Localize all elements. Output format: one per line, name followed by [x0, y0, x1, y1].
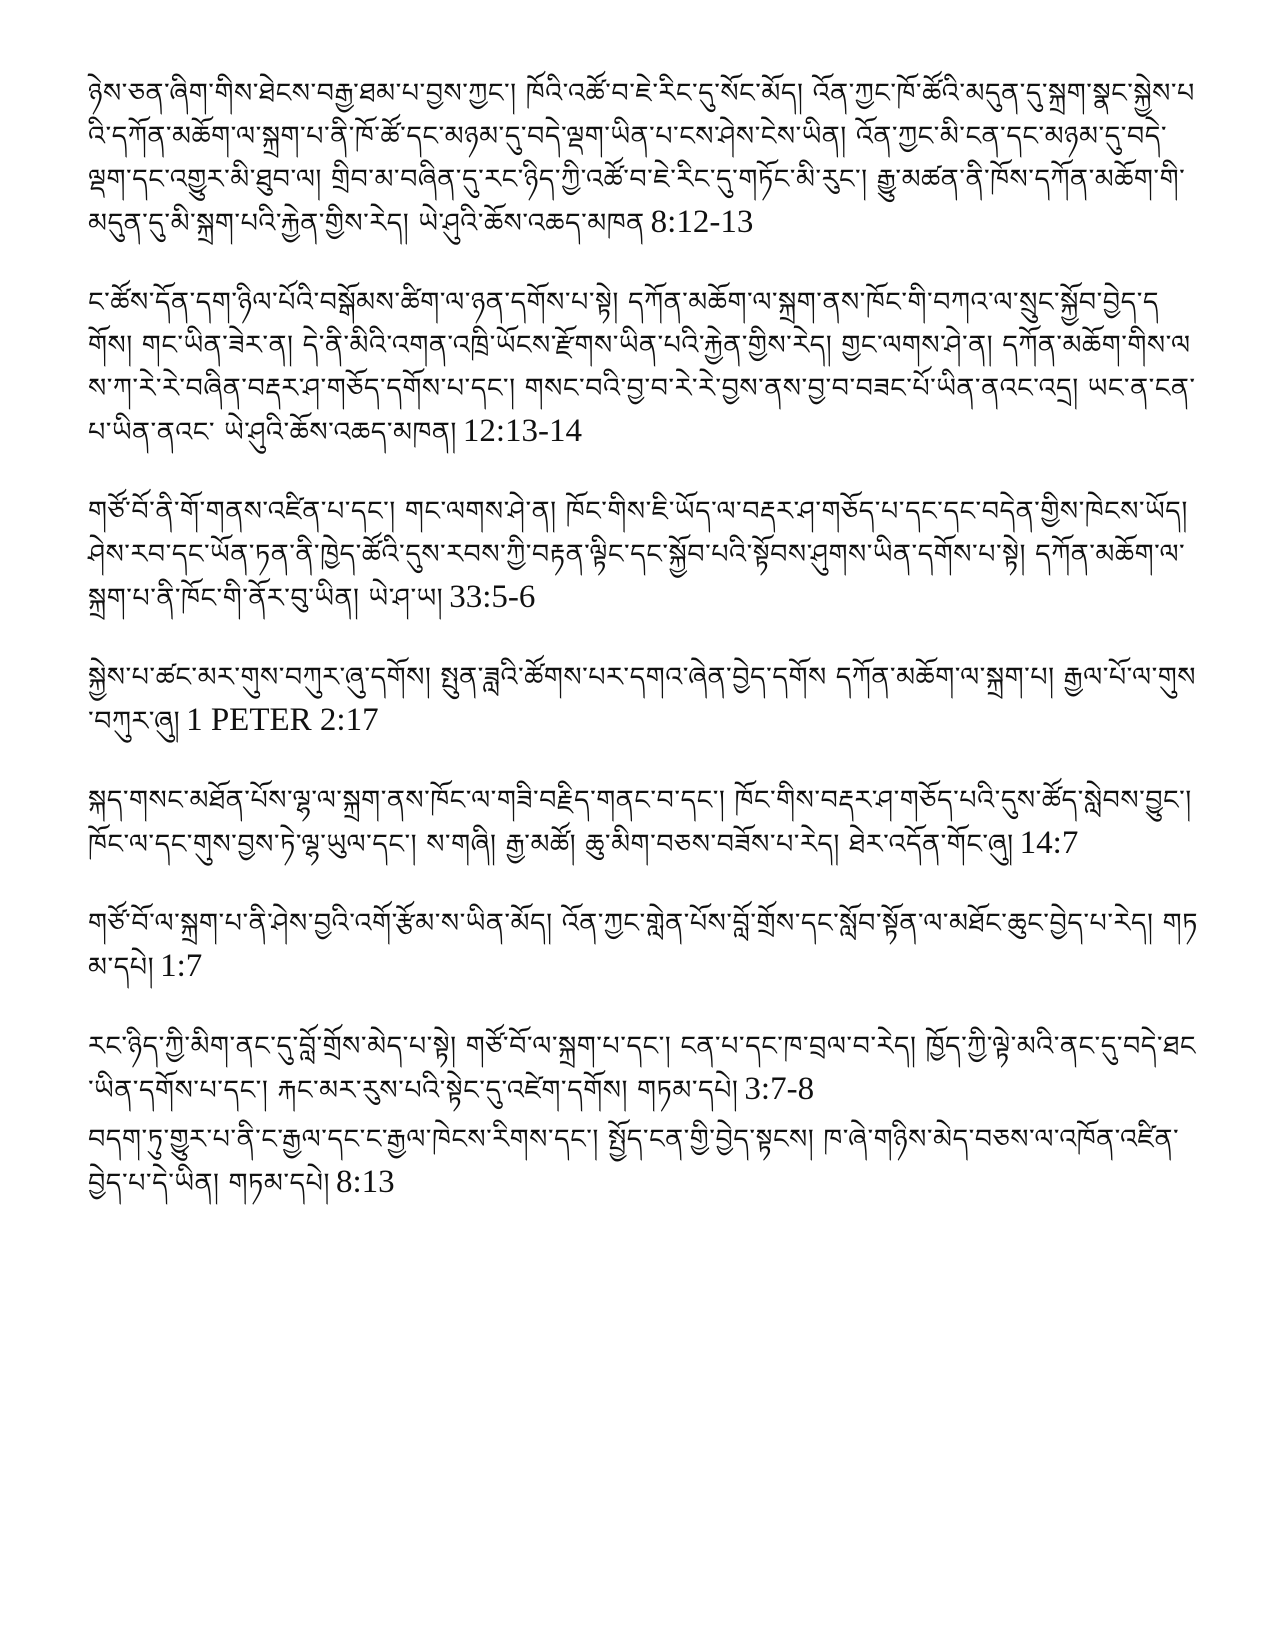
verse-text: གཙོ་བོ་ལ་སྐྲག་པ་ནི་ཤེས་བྱའི་འགོ་རྩོམ་ས་ཡིན་མོད། འོན་ཀྱང་གླེན་པོས་བློ་གྲོས་དང་སློབ་སྟོན་ལ་མཐོང་ཆུང་བྱེད་པ་རེད། གཏམ་དཔེ། [88, 908, 1198, 983]
document-page [88, 72, 1198, 1241]
verse-reference: 1:7 [160, 948, 203, 984]
verse-paragraph [88, 1025, 1198, 1112]
verse-reference: 33:5-6 [449, 579, 536, 615]
verse-paragraph [88, 72, 1198, 245]
verse-text: ང་ཚོས་དོན་དག་ཉིལ་པོའི་བསྒོམས་ཚིག་ལ་ཉན་དགོས་པ་སྟེ། དཀོན་མཆོག་ལ་སྐྲག་ནས་ཁོང་གི་བཀའ་ལ་སྲུང་སྐྱོབ་བྱེད་དགོས། གང་ཡིན་ཟེར་ན། དེ་ནི་མིའི་འགན་འཁྲི་ཡོངས་རྫོགས་ཡིན་པའི་རྐྱེན་གྱིས་རེད། གྱང་ལགས་ཤེ་ན། དཀོན་མཆོག་གིས་ལས་ཀ་རེ་རེ་བཞིན་བརྡར་ཤ་གཅོད་དགོས་པ་དང་། གསང་བའི་བྱ་བ་རེ་རེ་བྱས་ནས་བྱ་བ་བཟང་པོ་ཡིན་ནའང་འདྲ། ཡང་ན་ངན་པ་ཡིན་ནའང་ ཡེ་ཤུའི་ཆོས་འཆད་མཁན། [88, 287, 1196, 448]
verse-paragraph [88, 1118, 1198, 1205]
verse-paragraph [88, 902, 1198, 989]
verse-text: རང་ཉིད་ཀྱི་མིག་ནང་དུ་བློ་གྲོས་མེད་པ་སྟེ། གཙོ་བོ་ལ་སྐྲག་པ་དང་། ངན་པ་དང་ཁ་བྲལ་བ་རེད། ཁྱོད་ཀྱི་ལྟེ་མའི་ནང་དུ་བདེ་ཐང་ཡིན་དགོས་པ་དང་། རྐང་མར་རུས་པའི་སྟེང་དུ་འཛེག་དགོས། གཏམ་དཔེ། [88, 1031, 1196, 1106]
verse-paragraph [88, 656, 1198, 743]
verse-reference: 12:13-14 [462, 413, 583, 449]
verse-text: སྐྱེས་པ་ཚང་མར་གུས་བཀུར་ཞུ་དགོས། སྤུན་ཟླའི་ཚོགས་པར་དགའ་ཞེན་བྱེད་དགོས དཀོན་མཆོག་ལ་སྐྲག་པ། རྒྱལ་པོ་ལ་གུས་བཀུར་ཞུ། [88, 662, 1197, 737]
verse-reference: 8:13 [335, 1164, 395, 1200]
verse-paragraph [88, 281, 1198, 454]
verse-text: གཙོ་བོ་ནི་གོ་གནས་འཛིན་པ་དང་། གང་ལགས་ཤེ་ན། ཁོང་གིས་ཇི་ཡོད་ལ་བརྡར་ཤ་གཅོད་པ་དང་དང་བདེན་གྱིས་ཁེངས་ཡོད། ཤེས་རབ་དང་ཡོན་ཏན་ནི་ཁྱེད་ཚོའི་དུས་རབས་ཀྱི་བརྟན་ལྟིང་དང་སྐྱོབ་པའི་སྟོབས་ཤུགས་ཡིན་དགོས་པ་སྟེ། དཀོན་མཆོག་ལ་སྐྲག་པ་ནི་ཁོང་གི་ནོར་བུ་ཡིན། ཡེ་ཤ་ཡ། [88, 496, 1188, 614]
verse-reference: 14:7 [1019, 825, 1079, 861]
verse-reference: 3:7-8 [744, 1071, 815, 1107]
verse-text: ཉེས་ཅན་ཞིག་གིས་ཐེངས་བརྒྱ་ཐམ་པ་བྱས་ཀྱང་། ཁོའི་འཚོ་བ་ཇེ་རིང་དུ་སོང་མོད། འོན་ཀྱང་ཁོ་ཚོའི་མདུན་དུ་སྐྲག་སྣང་སྐྱེས་པའི་དཀོན་མཆོག་ལ་སྐྲག་པ་ནི་ཁོ་ཚོ་དང་མཉམ་དུ་བདེ་ལྡག་ཡིན་པ་ངས་ཤེས་ངེས་ཡིན། འོན་ཀྱང་མི་ངན་དང་མཉམ་དུ་བདེ་ལྡག་དང་འགྱུར་མི་ཐུབ་ལ། གྲིབ་མ་བཞིན་དུ་རང་ཉིད་ཀྱི་འཚོ་བ་ཇེ་རིང་དུ་གཏོང་མི་རུང་། རྒྱུ་མཚན་ནི་ཁོས་དཀོན་མཆོག་གི་མདུན་དུ་མི་སྐྲག་པའི་རྐྱེན་གྱིས་རེད། ཡེ་ཤུའི་ཆོས་འཆད་མཁན [88, 78, 1195, 239]
verse-reference: 8:12-13 [650, 204, 754, 240]
verse-reference: 1 PETER 2:17 [186, 702, 379, 738]
verse-paragraph [88, 490, 1198, 620]
verse-paragraph [88, 779, 1198, 866]
verse-text: བདག་ཏུ་གྱུར་པ་ནི་ང་རྒྱལ་དང་ང་རྒྱལ་ཁེངས་རིགས་དང་། སྤྱོད་ངན་གྱི་བྱེད་སྟངས། ཁ་ཞེ་གཉིས་མེད་བཅས་ལ་འཁོན་འཛིན་བྱེད་པ་དེ་ཡིན། གཏམ་དཔེ། [88, 1124, 1180, 1199]
verse-text: སྐད་གསང་མཐོན་པོས་ལྷ་ལ་སྐྲག་ནས་ཁོང་ལ་གཟི་བརྗིད་གནང་བ་དང་། ཁོང་གིས་བརྡར་ཤ་གཅོད་པའི་དུས་ཚོད་སླེབས་བྱུང་། ཁོང་ལ་དང་གུས་བྱས་ཏེ་ལྷ་ཡུལ་དང་། ས་གཞི། རྒྱ་མཚོ། ཆུ་མིག་བཅས་བཟོས་པ་རེད། ཐེར་འདོན་གོང་ཞུ། [88, 785, 1192, 860]
